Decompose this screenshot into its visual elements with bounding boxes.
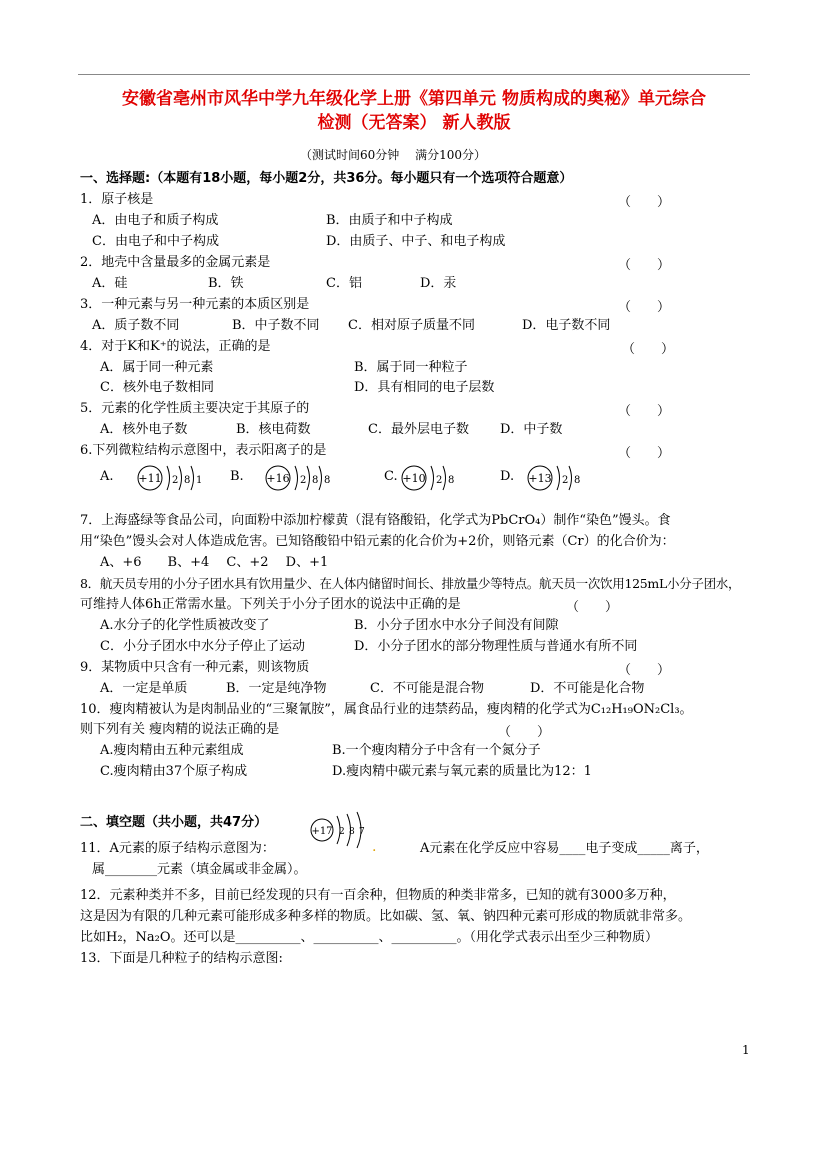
q1-option-c: C．由电子和中子构成: [92, 234, 219, 249]
q2-option-c: C．铝: [326, 276, 362, 291]
q10-option-d: D.瘦肉精中碳元素与氧元素的质量比为12：1: [332, 764, 592, 779]
q2-option-b: B．铁: [208, 276, 244, 291]
q11-line2: A元素在化学反应中容易____电子变成_____离子，: [420, 841, 709, 856]
q4-stem: 4．对于K和K⁺的说法，正确的是: [80, 339, 271, 354]
q8-option-d: D．小分子团水的部分物理性质与普通水有所不同: [354, 639, 638, 654]
section-fill-heading: 二、填空题（共小题，共47分）: [80, 815, 268, 830]
q11-shell-3: 7: [359, 827, 365, 837]
header-rule: [78, 74, 750, 75]
q5-option-b: B．核电荷数: [236, 422, 311, 437]
stray-mark: .: [372, 839, 377, 855]
q3-option-c: C．相对原子质量不同: [348, 318, 475, 333]
q2-stem: 2．地壳中含量最多的金属元素是: [80, 255, 271, 270]
q6-c-shell-2: 8: [448, 475, 455, 486]
q12-line2: 这是因为有限的几种元素可能形成多种多样的物质。比如碳、氢、氧、钠四种元素可形成的物质就非常多。: [80, 909, 692, 924]
q12-line1: 12．元素种类并不多，目前已经发现的只有一百余种，但物质的种类非常多，已知的就有3000多万种，: [80, 888, 676, 903]
q10-line1: 10．瘦肉精被认为是肉制品业的“三聚氰胺”，属食品行业的违禁药品，瘦肉精的化学式为C₁₂H₁₉ON₂Cl₃。: [80, 702, 693, 717]
q8-line2: 可维持人体6h正常需水量。下列关于小分子团水的说法中正确的是: [80, 597, 461, 612]
q10-option-b: B.一个瘦肉精分子中含有一个氮分子: [332, 743, 541, 758]
q5-option-a: A．核外电子数: [100, 422, 188, 437]
q7-line2: 用“染色”馒头会对人体造成危害。已知铬酸铅中铅元素的化合价为+2价，则铬元素（Cr）的化合价为：: [80, 534, 675, 549]
q4-option-d: D．具有相同的电子层数: [354, 380, 495, 395]
q11-nucleus: +17: [311, 826, 333, 837]
q6-option-c-atom-diagram: [398, 460, 458, 496]
q1-answer-paren: （ ）: [618, 195, 671, 210]
q10-option-a: A.瘦肉精由五种元素组成: [100, 743, 244, 758]
q10-line2: 则下列有关 瘦肉精的说法正确的是: [80, 722, 280, 737]
q9-option-b: B．一定是纯净物: [226, 681, 327, 696]
page-number: 1: [742, 1043, 750, 1057]
document-title-line2: 检测（无答案） 新人教版: [317, 113, 511, 133]
q12-line3: 比如H₂，Na₂O。还可以是__________、__________、__________。（用化学式表示出至少三种物质）: [80, 930, 659, 945]
q7-options: A、+6 B、+4 C、+2 D、+1: [100, 555, 329, 570]
q3-answer-paren: （ ）: [618, 300, 671, 315]
q1-option-b: B．由质子和中子构成: [326, 213, 453, 228]
q7-line1: 7．上海盛绿等食品公司，向面粉中添加柠檬黄（混有铬酸铅，化学式为PbCrO₄）制作“染色”馒头。食: [80, 513, 671, 528]
q6-a-shell-1: 2: [172, 475, 179, 486]
q6-d-nucleus: +13: [528, 472, 552, 485]
q9-option-d: D．不可能是化合物: [530, 681, 645, 696]
q6-d-shell-2: 8: [574, 475, 581, 486]
q4-option-c: C．核外电子数相同: [100, 380, 214, 395]
q6-b-shell-3: 8: [324, 475, 331, 486]
q10-option-c: C.瘦肉精由37个原子构成: [100, 764, 248, 779]
q11-shell-1: 2: [339, 827, 345, 837]
q8-option-a: A.水分子的化学性质被改变了: [100, 618, 270, 633]
q2-option-d: D．汞: [420, 276, 457, 291]
q1-stem: 1．原子核是: [80, 192, 154, 207]
q3-option-a: A．质子数不同: [92, 318, 180, 333]
q1-option-d: D．由质子、中子、和电子构成: [326, 234, 506, 249]
q6-option-b-label: B.: [230, 469, 244, 484]
q2-option-a: A．硅: [92, 276, 128, 291]
q2-answer-paren: （ ）: [618, 258, 671, 273]
section-choice-heading: 一、选择题:（本题有18小题，每小题2分，共36分。每小题只有一个选项符合题意）: [80, 171, 573, 186]
q8-option-b: B．小分子团水中水分子间没有间隙: [354, 618, 559, 633]
q3-option-b: B．中子数不同: [232, 318, 320, 333]
q6-c-nucleus: +10: [402, 472, 426, 485]
q11-atom-diagram: [306, 808, 376, 852]
q9-stem: 9．某物质中只含有一种元素，则该物质: [80, 660, 310, 675]
q3-option-d: D．电子数不同: [522, 318, 611, 333]
q4-answer-paren: （ ）: [622, 342, 675, 357]
q6-c-shell-1: 2: [436, 475, 443, 486]
q9-option-c: C．不可能是混合物: [370, 681, 484, 696]
q5-option-d: D．中子数: [500, 422, 563, 437]
q6-stem: 6.下列微粒结构示意图中，表示阳离子的是: [80, 443, 327, 458]
q6-answer-paren: （ ）: [618, 446, 671, 461]
q6-d-shell-1: 2: [562, 475, 569, 486]
q3-stem: 3．一种元素与另一种元素的本质区别是: [80, 297, 310, 312]
q5-option-c: C．最外层电子数: [368, 422, 469, 437]
q9-option-a: A．一定是单质: [100, 681, 188, 696]
q10-answer-paren: （ ）: [498, 725, 551, 740]
q6-option-d-atom-diagram: [524, 460, 584, 496]
test-info: （测试时间60分钟 满分100分）: [300, 148, 486, 162]
q6-option-c-label: C.: [384, 469, 398, 484]
q6-b-nucleus: +16: [266, 472, 290, 485]
q11-line1: 11．A元素的原子结构示意图为：: [80, 841, 275, 856]
document-title-line1: 安徽省亳州市风华中学九年级化学上册《第四单元 物质构成的奥秘》单元综合: [122, 89, 706, 109]
q6-a-nucleus: +11: [138, 472, 162, 485]
q6-option-d-label: D.: [500, 469, 515, 484]
q6-option-a-atom-diagram: [134, 460, 206, 496]
q6-b-shell-1: 2: [300, 475, 307, 486]
q6-b-shell-2: 8: [312, 475, 319, 486]
q11-line3: 属________元素（填金属或非金属）。: [92, 862, 307, 877]
q6-option-b-atom-diagram: [262, 460, 334, 496]
q9-answer-paren: （ ）: [618, 663, 671, 678]
q6-a-shell-2: 8: [184, 475, 191, 486]
q13-stem: 13．下面是几种粒子的结构示意图:: [80, 951, 283, 966]
q1-option-a: A．由电子和质子构成: [92, 213, 219, 228]
q8-line1: 8．航天员专用的小分子团水具有饮用量少、在人体内储留时间长、排放量少等特点。航天员一次饮用125mL小分子团水，: [80, 576, 741, 591]
q5-answer-paren: （ ）: [618, 404, 671, 419]
q4-option-b: B．属于同一种粒子: [354, 360, 468, 375]
q6-option-a-label: A.: [100, 469, 114, 484]
q6-a-shell-3: 1: [196, 475, 203, 486]
q8-answer-paren: （ ）: [566, 600, 619, 615]
q8-option-c: C．小分子团水中水分子停止了运动: [100, 639, 305, 654]
q4-option-a: A．属于同一种元素: [100, 360, 214, 375]
q11-shell-2: 8: [349, 827, 355, 837]
q5-stem: 5．元素的化学性质主要决定于其原子的: [80, 401, 310, 416]
